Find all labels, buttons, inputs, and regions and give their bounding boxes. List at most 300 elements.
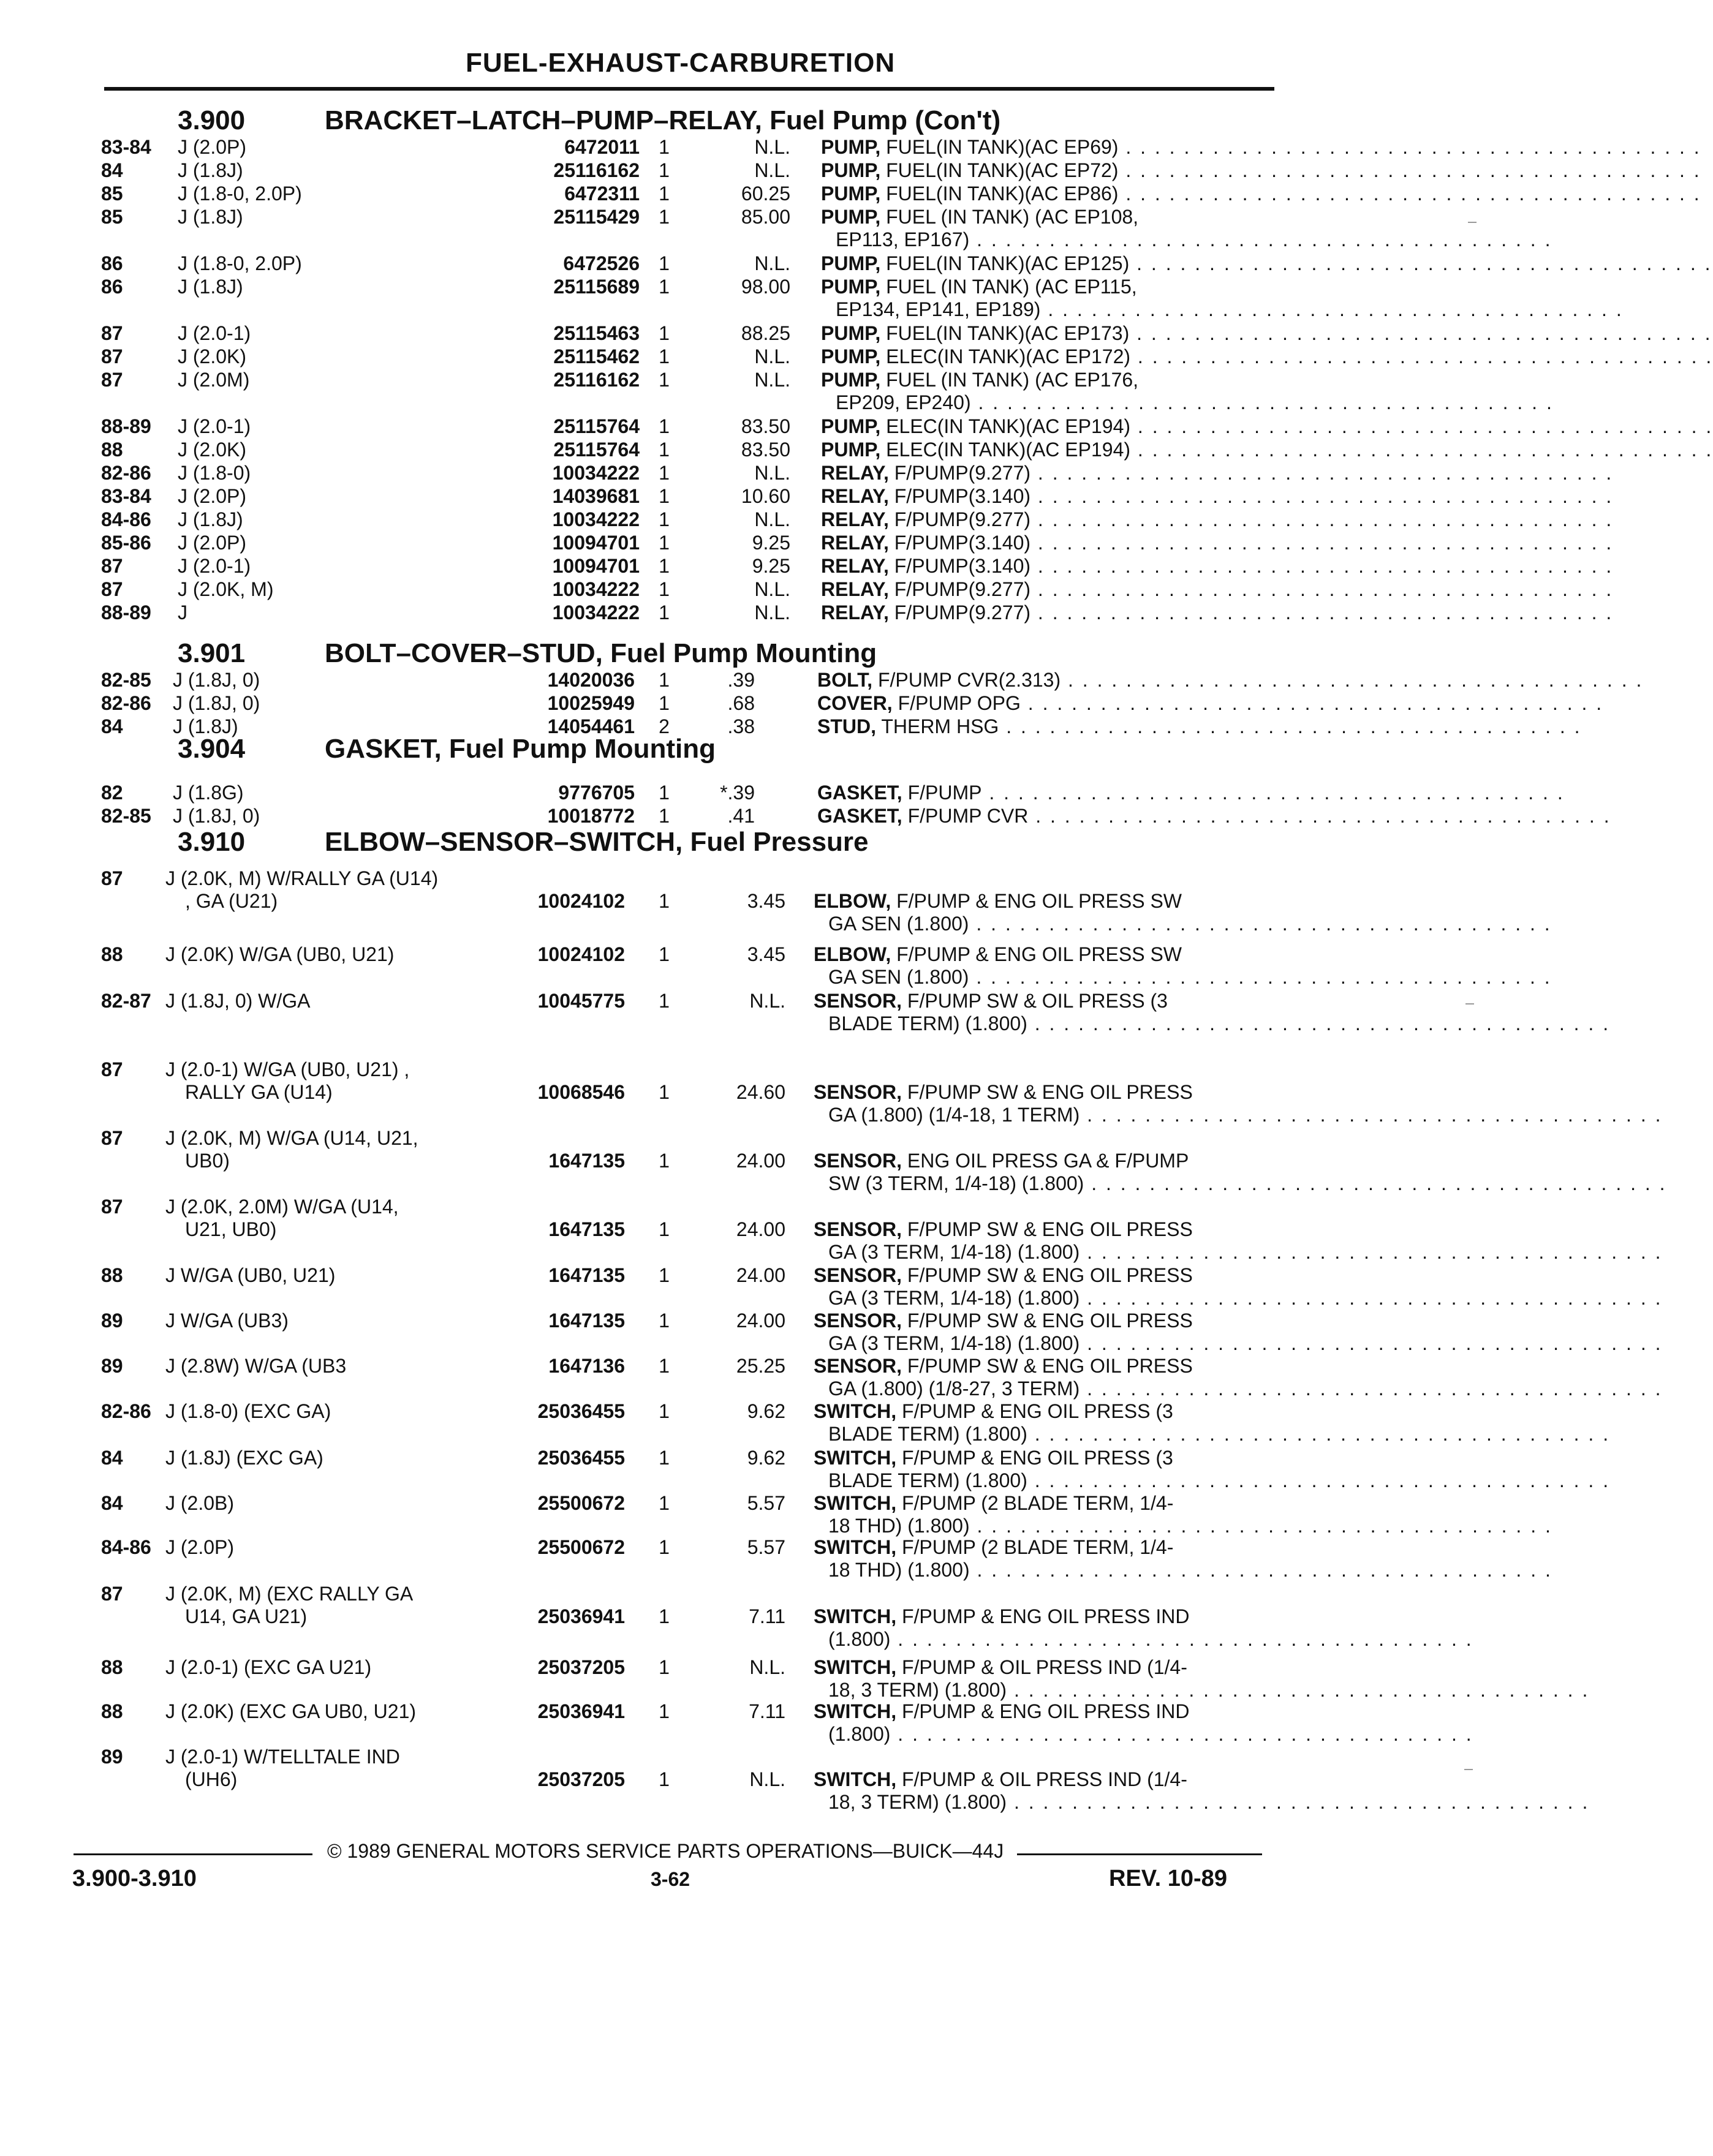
model-year: 88	[101, 1264, 123, 1286]
leader-dots: . . . . . . . . . . . . . . . . . . . . . . . . . . . . . . . . . . . . . . . .	[1080, 1287, 1663, 1309]
part-description	[814, 890, 1268, 913]
part-keyword: ELBOW,	[814, 943, 891, 965]
section-title: BRACKET–LATCH–PUMP–RELAY, Fuel Pump (Con't)	[325, 105, 1001, 135]
model-application: J (2.0-1)	[178, 322, 251, 344]
description-text: F/PUMP SW & ENG OIL PRESS	[902, 1355, 1193, 1377]
description-text: F/PUMP & ENG OIL PRESS (3	[896, 1447, 1173, 1469]
model-application: J (1.8-0, 2.0P)	[178, 183, 302, 205]
model-year: 88-89	[101, 415, 151, 437]
model-application: J (1.8J, 0)	[173, 805, 260, 827]
part-number: 25500672	[497, 1492, 625, 1515]
price: 3.45	[747, 943, 785, 965]
leader-dots: . . . . . . . . . . . . . . . . . . . . . . . . . . . . . . . . . . . . . . . .	[1027, 1012, 1611, 1035]
model-application: J (2.0K)	[178, 345, 247, 368]
footer-page-number: 3-62	[651, 1868, 690, 1890]
description-text: EP209, EP240)	[836, 391, 971, 413]
model-year: 85	[101, 183, 123, 205]
model-year: 86	[101, 252, 123, 274]
price: 24.00	[736, 1310, 785, 1332]
quantity: 1	[659, 805, 670, 827]
description-text: BLADE TERM) (1.800)	[828, 1012, 1027, 1035]
model-application: J (2.0K, M)	[178, 578, 274, 600]
model-application: J (1.8-0, 2.0P)	[178, 252, 302, 274]
leader-dots: . . . . . . . . . . . . . . . . . . . . . . . . . . . . . . . . . . . . . . . .	[1080, 1104, 1663, 1126]
model-application: J (1.8-0) (EXC GA)	[165, 1400, 331, 1422]
part-number: 10068546	[497, 1081, 625, 1104]
model-application: J (1.8J)	[178, 159, 243, 181]
leader-dots: . . . . . . . . . . . . . . . . . . . . . . . . . . . . . . . . . . . . . . . .	[1027, 1469, 1611, 1491]
part-keyword: RELAY,	[821, 532, 889, 554]
section-number: 3.910	[178, 827, 246, 857]
part-description	[817, 782, 1565, 804]
leader-dots: . . . . . . . . . . . . . . . . . . . . . . . . . . . . . . . . . . . . . . . .	[1130, 345, 1713, 368]
quantity: 1	[659, 1700, 670, 1722]
price: 9.25	[752, 532, 790, 554]
part-keyword: RELAY,	[821, 485, 889, 507]
part-keyword: SWITCH,	[814, 1492, 897, 1514]
quantity: 1	[659, 692, 670, 714]
quantity: 1	[659, 990, 670, 1012]
part-description	[828, 1378, 1663, 1400]
price: 88.25	[741, 322, 790, 344]
model-application: J (2.0P)	[178, 532, 247, 554]
part-keyword: SENSOR,	[814, 990, 902, 1012]
part-description	[814, 1700, 1268, 1723]
model-year: 82-86	[101, 462, 151, 484]
leader-dots: . . . . . . . . . . . . . . . . . . . . . . . . . . . . . . . . . . . . . . . .	[890, 1723, 1473, 1745]
description-text: F/PUMP(3.140)	[888, 555, 1031, 577]
leader-dots: . . . . . . . . . . . . . . . . . . . . . . . . . . . . . . . . . . . . . . . .	[999, 715, 1582, 737]
leader-dots: . . . . . . . . . . . . . . . . . . . . . . . . . . . . . . . . . . . . . . . .	[1118, 183, 1701, 205]
part-number: 10034222	[512, 462, 640, 484]
quantity: 1	[659, 183, 670, 205]
model-application: J (1.8J, 0)	[173, 669, 260, 691]
quantity: 1	[659, 578, 670, 600]
part-keyword: GASKET,	[817, 805, 902, 827]
quantity: 1	[659, 601, 670, 624]
part-keyword: PUMP,	[821, 276, 881, 298]
model-application: (UH6)	[185, 1768, 238, 1790]
part-keyword: SENSOR,	[814, 1218, 902, 1240]
part-number: 10034222	[512, 508, 640, 531]
model-year: 87	[101, 322, 123, 344]
part-description	[821, 439, 1713, 461]
price: .39	[727, 669, 755, 691]
leader-dots: . . . . . . . . . . . . . . . . . . . . . . . . . . . . . . . . . . . . . . . .	[1028, 805, 1611, 827]
model-application: J (2.0P)	[165, 1536, 235, 1558]
description-text: F/PUMP SW & ENG OIL PRESS	[902, 1310, 1193, 1332]
section-title: BOLT–COVER–STUD, Fuel Pump Mounting	[325, 638, 877, 668]
part-description	[821, 369, 1274, 391]
leader-dots: . . . . . . . . . . . . . . . . . . . . . . . . . . . . . . . . . . . . . . . .	[1061, 669, 1644, 691]
model-application: J (1.8J)	[178, 276, 243, 298]
part-description	[817, 692, 1604, 715]
part-description	[828, 1723, 1473, 1746]
leader-dots: . . . . . . . . . . . . . . . . . . . . . . . . . . . . . . . . . . . . . . . .	[1130, 415, 1713, 437]
part-description	[821, 276, 1274, 298]
model-application: J (1.8G)	[173, 782, 244, 804]
part-description	[828, 1791, 1590, 1814]
model-application: J W/GA (UB0, U21)	[165, 1264, 336, 1286]
part-keyword: SENSOR,	[814, 1355, 902, 1377]
model-application: J (1.8J)	[173, 715, 238, 737]
leader-dots: . . . . . . . . . . . . . . . . . . . . . . . . . . . . . . . . . . . . . . . .	[1084, 1172, 1667, 1194]
price: 24.00	[736, 1150, 785, 1172]
model-application: J (1.8-0)	[178, 462, 251, 484]
price: 9.62	[747, 1400, 785, 1422]
model-year: 83-84	[101, 485, 151, 507]
footer-rule-right	[1017, 1853, 1262, 1855]
description-text: BLADE TERM) (1.800)	[828, 1469, 1027, 1491]
part-description	[821, 345, 1713, 368]
leader-dots: . . . . . . . . . . . . . . . . . . . . . . . . . . . . . . . . . . . . . . . .	[969, 966, 1552, 988]
part-number: 25036455	[497, 1447, 625, 1469]
part-description	[821, 322, 1712, 345]
part-number: 10024102	[497, 943, 625, 966]
part-description	[828, 1172, 1667, 1195]
part-number: 6472311	[512, 183, 640, 205]
model-year: 85	[101, 206, 123, 228]
leader-dots: . . . . . . . . . . . . . . . . . . . . . . . . . . . . . . . . . . . . . . . .	[1030, 578, 1614, 600]
price: N.L.	[754, 462, 790, 484]
description-text: EP134, EP141, EP189)	[836, 298, 1041, 320]
model-application: J (2.0M)	[178, 369, 250, 391]
quantity: 1	[659, 532, 670, 554]
quantity: 1	[659, 322, 670, 344]
model-application: J W/GA (UB3)	[165, 1310, 289, 1332]
leader-dots: . . . . . . . . . . . . . . . . . . . . . . . . . . . . . . . . . . . . . . . .	[1030, 485, 1614, 507]
part-description	[836, 391, 1554, 414]
price: N.L.	[749, 1768, 785, 1790]
part-number: 1647135	[497, 1150, 625, 1172]
model-year: 88	[101, 439, 123, 461]
model-year: 87	[101, 578, 123, 600]
part-description	[821, 252, 1712, 275]
quantity: 1	[659, 206, 670, 228]
model-year: 87	[101, 1058, 123, 1080]
price: N.L.	[754, 578, 790, 600]
model-application: J (2.0K, M) W/GA (U14, U21,	[165, 1127, 418, 1149]
quantity: 1	[659, 555, 670, 577]
leader-dots: . . . . . . . . . . . . . . . . . . . . . . . . . . . . . . . . . . . . . . . .	[1030, 555, 1614, 577]
quantity: 1	[659, 943, 670, 965]
description-text: GA (1.800) (1/8-27, 3 TERM)	[828, 1378, 1080, 1400]
description-text: F/PUMP SW & ENG OIL PRESS	[902, 1264, 1193, 1286]
leader-dots: . . . . . . . . . . . . . . . . . . . . . . . . . . . . . . . . . . . . . . . .	[890, 1628, 1473, 1650]
part-description	[828, 1332, 1663, 1355]
part-description	[814, 1605, 1268, 1628]
part-keyword: PUMP,	[821, 345, 881, 368]
leader-dots: . . . . . . . . . . . . . . . . . . . . . . . . . . . . . . . . . . . . . . . .	[1080, 1332, 1663, 1354]
quantity: 1	[659, 508, 670, 530]
part-number: 1647135	[497, 1218, 625, 1241]
model-year: 84	[101, 1447, 123, 1469]
description-text: F/PUMP	[902, 782, 982, 804]
description-text: 18 THD) (1.800)	[828, 1515, 970, 1537]
part-number: 25115764	[512, 439, 640, 461]
footer-rule-left	[74, 1853, 312, 1855]
price: 60.25	[741, 183, 790, 205]
part-description	[821, 183, 1701, 205]
leader-dots: . . . . . . . . . . . . . . . . . . . . . . . . . . . . . . . . . . . . . . . .	[969, 1515, 1552, 1537]
description-text: F/PUMP(9.277)	[888, 578, 1031, 600]
price: .68	[727, 692, 755, 714]
description-text: FUEL(IN TANK)(AC EP86)	[880, 183, 1119, 205]
model-application: J (1.8J)	[178, 206, 243, 228]
leader-dots: . . . . . . . . . . . . . . . . . . . . . . . . . . . . . . . . . . . . . . . .	[1030, 462, 1614, 484]
quantity: 1	[659, 369, 670, 391]
quantity: 1	[659, 1400, 670, 1422]
part-keyword: SWITCH,	[814, 1700, 897, 1722]
leader-dots: . . . . . . . . . . . . . . . . . . . . . . . . . . . . . . . . . . . . . . . .	[1030, 532, 1614, 554]
leader-dots: . . . . . . . . . . . . . . . . . . . . . . . . . . . . . . . . . . . . . . . .	[1130, 439, 1713, 461]
part-description	[814, 1768, 1268, 1791]
description-text: F/PUMP(9.277)	[888, 462, 1031, 484]
part-keyword: PUMP,	[821, 183, 881, 205]
model-application: J (2.0-1)	[178, 555, 251, 577]
part-number: 25115429	[512, 206, 640, 228]
part-description	[828, 1628, 1473, 1651]
leader-dots: . . . . . . . . . . . . . . . . . . . . . . . . . . . . . . . . . . . . . . . .	[1040, 298, 1624, 320]
leader-dots: . . . . . . . . . . . . . . . . . . . . . . . . . . . . . . . . . . . . . . . .	[1007, 1679, 1590, 1701]
quantity: 1	[659, 1081, 670, 1103]
model-application: J (2.8W) W/GA (UB3	[165, 1355, 347, 1377]
description-text: FUEL(IN TANK)(AC EP69)	[880, 136, 1119, 158]
description-text: F/PUMP & ENG OIL PRESS SW	[891, 943, 1182, 965]
model-application: J (1.8J) (EXC GA)	[165, 1447, 323, 1469]
price: 98.00	[741, 276, 790, 298]
description-text: F/PUMP CVR	[902, 805, 1029, 827]
quantity: 1	[659, 1355, 670, 1377]
description-text: GA SEN (1.800)	[828, 913, 969, 935]
part-description	[814, 1355, 1268, 1378]
price: N.L.	[754, 601, 790, 624]
description-text: F/PUMP & ENG OIL PRESS IND	[896, 1605, 1190, 1627]
model-year: 84-86	[101, 508, 151, 530]
leader-dots: . . . . . . . . . . . . . . . . . . . . . . . . . . . . . . . . . . . . . . . .	[1030, 601, 1614, 624]
price: *.39	[720, 782, 755, 804]
model-application: RALLY GA (U14)	[185, 1081, 333, 1103]
quantity: 1	[659, 669, 670, 691]
description-text: FUEL(IN TANK)(AC EP72)	[880, 159, 1119, 181]
price: .41	[727, 805, 755, 827]
model-application: J (2.0-1)	[178, 415, 251, 437]
scan-mark	[1468, 222, 1477, 223]
model-application: J (1.8J)	[178, 508, 243, 530]
price: 24.00	[736, 1264, 785, 1286]
part-keyword: SWITCH,	[814, 1605, 897, 1627]
price: 85.00	[741, 206, 790, 228]
part-keyword: STUD,	[817, 715, 876, 737]
description-text: (1.800)	[828, 1723, 891, 1745]
description-text: F/PUMP (2 BLADE TERM, 1/4-	[896, 1536, 1174, 1558]
model-year: 84	[101, 1492, 123, 1514]
part-keyword: SENSOR,	[814, 1264, 902, 1286]
part-description	[814, 1218, 1268, 1241]
part-description	[814, 1492, 1268, 1515]
model-year: 87	[101, 867, 123, 889]
model-year: 82	[101, 782, 123, 804]
part-number: 14020036	[507, 669, 635, 692]
part-keyword: SWITCH,	[814, 1447, 897, 1469]
section-number: 3.900	[178, 105, 246, 135]
description-text: F/PUMP(9.277)	[888, 601, 1031, 624]
quantity: 1	[659, 159, 670, 181]
model-application: J (2.0P)	[178, 136, 247, 158]
description-text: THERM HSG	[876, 715, 999, 737]
leader-dots: . . . . . . . . . . . . . . . . . . . . . . . . . . . . . . . . . . . . . . . .	[1129, 322, 1712, 344]
model-application: J	[178, 601, 187, 624]
part-keyword: SWITCH,	[814, 1536, 897, 1558]
part-number: 25116162	[512, 159, 640, 182]
model-application: J (1.8J, 0) W/GA	[165, 990, 311, 1012]
part-keyword: RELAY,	[821, 555, 889, 577]
part-description	[821, 601, 1614, 624]
part-number: 25116162	[512, 369, 640, 391]
part-number: 25036455	[497, 1400, 625, 1423]
part-description	[817, 805, 1611, 827]
model-year: 87	[101, 555, 123, 577]
part-number: 25036941	[497, 1605, 625, 1628]
part-description	[814, 1310, 1268, 1332]
quantity: 1	[659, 1492, 670, 1514]
quantity: 1	[659, 1218, 670, 1240]
leader-dots: . . . . . . . . . . . . . . . . . . . . . . . . . . . . . . . . . . . . . . . .	[1027, 1423, 1611, 1445]
part-number: 25115689	[512, 276, 640, 298]
part-keyword: ELBOW,	[814, 890, 891, 912]
part-keyword: SWITCH,	[814, 1656, 897, 1678]
part-description	[814, 1400, 1268, 1423]
description-text: F/PUMP(3.140)	[888, 532, 1031, 554]
quantity: 1	[659, 1310, 670, 1332]
part-description	[814, 1656, 1268, 1679]
price: 9.25	[752, 555, 790, 577]
quantity: 1	[659, 1536, 670, 1558]
leader-dots: . . . . . . . . . . . . . . . . . . . . . . . . . . . . . . . . . . . . . . . .	[969, 1559, 1552, 1581]
description-text: F/PUMP & ENG OIL PRESS IND	[896, 1700, 1190, 1722]
part-description	[821, 136, 1701, 159]
model-year: 89	[101, 1355, 123, 1377]
model-year: 84	[101, 159, 123, 181]
price: 24.00	[736, 1218, 785, 1240]
scan-mark	[1464, 1769, 1473, 1770]
description-text: FUEL (IN TANK) (AC EP108,	[880, 206, 1139, 228]
price: 83.50	[741, 439, 790, 461]
part-number: 10094701	[512, 532, 640, 554]
quantity: 1	[659, 462, 670, 484]
part-description	[821, 415, 1713, 438]
part-description	[821, 159, 1701, 182]
quantity: 1	[659, 1605, 670, 1627]
model-year: 87	[101, 345, 123, 368]
part-description	[828, 1469, 1611, 1492]
part-keyword: RELAY,	[821, 462, 889, 484]
part-number: 14039681	[512, 485, 640, 508]
part-keyword: PUMP,	[821, 252, 881, 274]
part-description	[821, 508, 1614, 531]
description-text: GA (3 TERM, 1/4-18) (1.800)	[828, 1287, 1080, 1309]
part-number: 10045775	[497, 990, 625, 1012]
price: N.L.	[754, 252, 790, 274]
model-year: 85-86	[101, 532, 151, 554]
price: N.L.	[754, 136, 790, 158]
price: 5.57	[747, 1536, 785, 1558]
model-year: 87	[101, 1583, 123, 1605]
model-year: 82-86	[101, 1400, 151, 1422]
part-keyword: PUMP,	[821, 439, 881, 461]
quantity: 1	[659, 1768, 670, 1790]
part-description	[828, 1679, 1590, 1702]
description-text: SW (3 TERM, 1/4-18) (1.800)	[828, 1172, 1084, 1194]
part-description	[814, 943, 1268, 966]
model-application: J (1.8J, 0)	[173, 692, 260, 714]
model-application: , GA (U21)	[185, 890, 278, 912]
footer-section-range: 3.900-3.910	[72, 1866, 197, 1891]
model-application: J (2.0K, M) W/RALLY GA (U14)	[165, 867, 439, 889]
part-number: 1647135	[497, 1264, 625, 1287]
description-text: ENG OIL PRESS GA & F/PUMP	[902, 1150, 1189, 1172]
part-keyword: SENSOR,	[814, 1150, 902, 1172]
part-description	[814, 1264, 1268, 1287]
model-application: U14, GA U21)	[185, 1605, 308, 1627]
quantity: 1	[659, 276, 670, 298]
section-number: 3.904	[178, 734, 246, 764]
part-description	[821, 462, 1614, 484]
part-keyword: GASKET,	[817, 782, 902, 804]
leader-dots: . . . . . . . . . . . . . . . . . . . . . . . . . . . . . . . . . . . . . . . .	[1080, 1241, 1663, 1263]
model-year: 87	[101, 1127, 123, 1149]
part-description	[821, 206, 1274, 228]
page-title: FUEL-EXHAUST-CARBURETION	[466, 48, 896, 78]
part-keyword: PUMP,	[821, 136, 881, 158]
part-keyword: PUMP,	[821, 159, 881, 181]
description-text: GA (1.800) (1/4-18, 1 TERM)	[828, 1104, 1080, 1126]
price: 83.50	[741, 415, 790, 437]
description-text: 18 THD) (1.800)	[828, 1559, 970, 1581]
description-text: F/PUMP & OIL PRESS IND (1/4-	[896, 1768, 1187, 1790]
quantity: 1	[659, 415, 670, 437]
part-keyword: RELAY,	[821, 601, 889, 624]
model-year: 88	[101, 1700, 123, 1722]
description-text: (1.800)	[828, 1628, 891, 1650]
model-year: 87	[101, 1196, 123, 1218]
model-year: 82-86	[101, 692, 151, 714]
model-year: 82-87	[101, 990, 151, 1012]
model-year: 84	[101, 715, 123, 737]
part-keyword: SWITCH,	[814, 1768, 897, 1790]
part-description	[828, 1104, 1663, 1126]
description-text: F/PUMP & OIL PRESS IND (1/4-	[896, 1656, 1187, 1678]
quantity: 1	[659, 782, 670, 804]
price: N.L.	[749, 990, 785, 1012]
part-keyword: SENSOR,	[814, 1081, 902, 1103]
price: 5.57	[747, 1492, 785, 1514]
part-number: 10018772	[507, 805, 635, 827]
price: 3.45	[747, 890, 785, 912]
part-description	[828, 1241, 1663, 1264]
part-keyword: PUMP,	[821, 369, 881, 391]
model-year: 88	[101, 1656, 123, 1678]
description-text: F/PUMP & ENG OIL PRESS (3	[896, 1400, 1173, 1422]
quantity: 1	[659, 439, 670, 461]
quantity: 1	[659, 136, 670, 158]
model-year: 88	[101, 943, 123, 965]
part-description	[828, 966, 1552, 989]
model-year: 82-85	[101, 669, 151, 691]
description-text: EP113, EP167)	[836, 228, 970, 251]
part-description	[821, 555, 1614, 578]
description-text: GA SEN (1.800)	[828, 966, 969, 988]
